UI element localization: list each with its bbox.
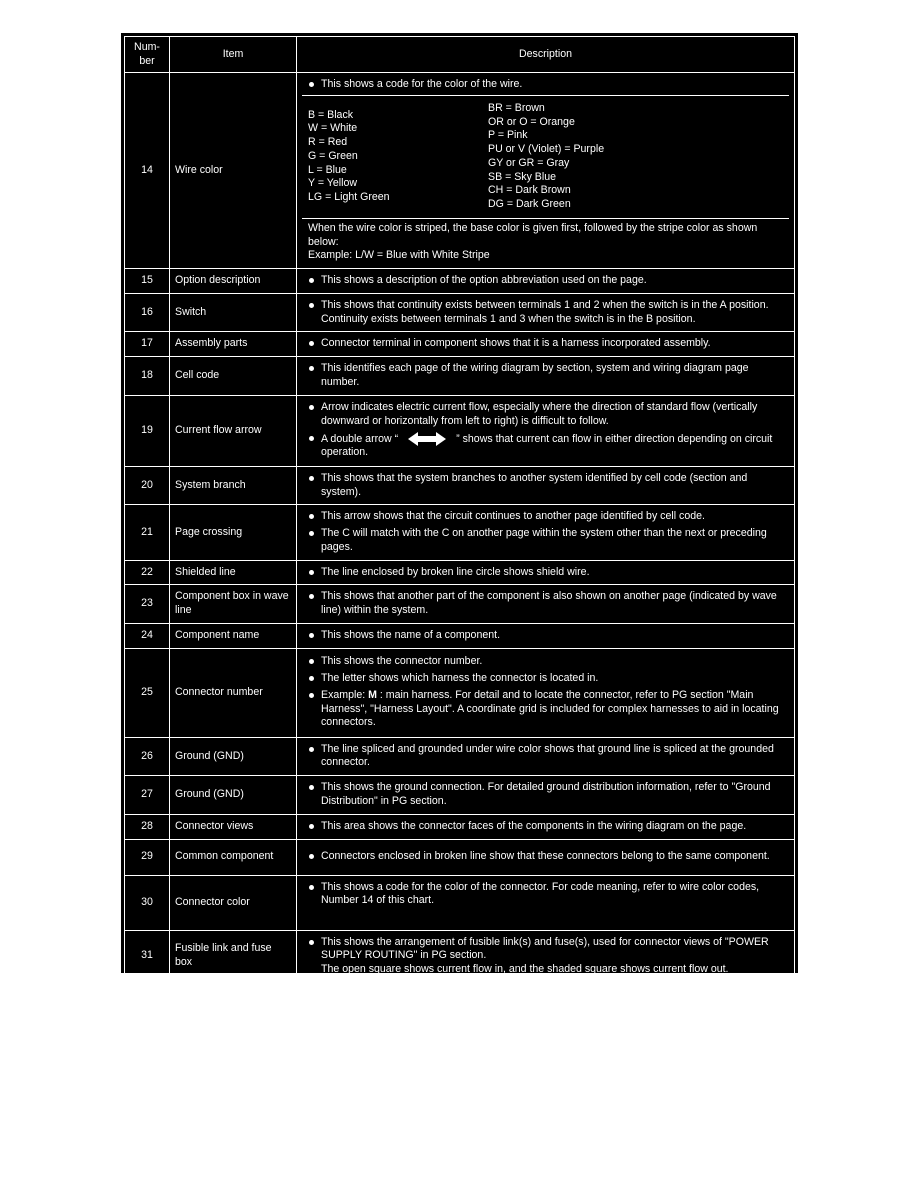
row-item: Current flow arrow: [170, 395, 297, 466]
color-code: SB = Sky Blue: [488, 170, 557, 183]
row-description: [297, 737, 795, 776]
row-item: Option description: [170, 269, 297, 294]
row-number: 19: [125, 395, 170, 466]
bullet-extra: The open square shows current flow in, and the shaded square shows current flow out.: [321, 963, 729, 976]
row-item: Component box in wave line: [170, 585, 297, 624]
row-number: 24: [125, 623, 170, 648]
table-row: [125, 839, 795, 875]
row-description: [297, 930, 795, 982]
header-number: Num- ber: [125, 37, 170, 73]
bullet-double-arrow: [308, 432, 783, 460]
table-row: [125, 293, 795, 332]
row-item: Connector views: [170, 814, 297, 839]
double-arrow-icon: [408, 432, 446, 446]
row-number: 29: [125, 839, 170, 875]
row-item: Assembly parts: [170, 332, 297, 357]
row-description: [297, 73, 795, 269]
example-harness-letter: M: [368, 688, 377, 701]
table-row: [125, 875, 795, 930]
arrow-text-after: ” shows that current can flow in either direction depending on circuit operation.: [321, 432, 773, 459]
table-row: [125, 585, 795, 624]
row-item: Component name: [170, 623, 297, 648]
color-code: PU or V (Violet) = Purple: [488, 143, 605, 156]
bullet-text: This shows the ground connection. For detailed ground distribution information, refer to "Ground Distribution" in PG section.: [308, 781, 783, 809]
table-row: [125, 814, 795, 839]
color-code: L = Blue: [308, 163, 347, 176]
bullet-text: This shows that continuity exists between terminals 1 and 2 when the switch is in the A position. Continuity exists between terminals 1 and 3 when the switch is in the B position.: [308, 299, 783, 327]
color-code: G = Green: [308, 149, 358, 162]
bullet-text: This identifies each page of the wiring diagram by section, system and wiring diagram page number.: [308, 362, 783, 390]
row-description: [297, 648, 795, 737]
row-item: Ground (GND): [170, 776, 297, 815]
row-number: 20: [125, 466, 170, 505]
row-number: 25: [125, 648, 170, 737]
color-code-list: [302, 95, 789, 219]
color-code: OR or O = Orange: [488, 115, 575, 128]
color-codes-left: [308, 109, 488, 205]
header-description: Description: [297, 37, 795, 73]
bullet-text: This shows that the system branches to another system identified by cell code (section and system).: [308, 472, 783, 500]
table-row: [125, 982, 795, 1021]
row-item: Wire color: [170, 73, 297, 269]
row-number: 22: [125, 560, 170, 585]
row-number: 30: [125, 875, 170, 930]
row-description: [297, 875, 795, 930]
bullet-text: This area shows the connector faces of the components in the wiring diagram on the page.: [308, 820, 783, 834]
bullet-text: The C will match with the C on another page within the system other than the next or preceding pages.: [308, 527, 783, 555]
row-item: Shielded line: [170, 560, 297, 585]
row-item: Connector number: [170, 648, 297, 737]
row-number: 17: [125, 332, 170, 357]
row-number: 18: [125, 357, 170, 396]
striped-note-text: When the wire color is striped, the base color is given first, followed by the stripe color as shown below:: [308, 221, 758, 248]
row-description: [297, 505, 795, 560]
row-item: System branch: [170, 466, 297, 505]
row-item: Ground (GND): [170, 737, 297, 776]
row-number: 32: [125, 982, 170, 1021]
bullet-text: This shows the connector number.: [308, 655, 783, 669]
color-code: LG = Light Green: [308, 191, 390, 204]
color-code: Y = Yellow: [308, 177, 357, 190]
row-description: [297, 585, 795, 624]
arrow-text-before: A double arrow “: [321, 432, 399, 445]
row-description: [297, 293, 795, 332]
spec-table-frame: [121, 33, 798, 1014]
row-item: Reference area: [170, 982, 297, 1021]
example-prefix: Example:: [321, 688, 369, 701]
row-item: Common component: [170, 839, 297, 875]
bullet-text: This shows a code for the color of the wire.: [308, 78, 783, 92]
bullet-text: This arrow shows that the circuit continues to another page identified by cell code.: [308, 510, 783, 524]
bullet-text: This shows that another part of the component is also shown on another page (indicated by wave line) within the system.: [308, 590, 783, 618]
row-description: [297, 839, 795, 875]
row-item: Page crossing: [170, 505, 297, 560]
row-number: 14: [125, 73, 170, 269]
row-description: [297, 332, 795, 357]
row-number: 31: [125, 930, 170, 982]
bullet-text: This shows that more information on the Super Multiple Junction (SMJ) and Joint Connectors (J/C) exists on the PG section. Refer to "Reference Area" for details.: [308, 988, 783, 1016]
bullet-text: Arrow indicates electric current flow, especially where the direction of standard flow (vertically downward or horizontally from left to right) is difficult to follow.: [308, 401, 783, 429]
striped-note: [302, 219, 789, 266]
bullet-text: The line spliced and grounded under wire color shows that ground line is spliced at the grounded connector.: [308, 743, 783, 771]
row-description: [297, 623, 795, 648]
table-row: [125, 395, 795, 466]
color-code: B = Black: [308, 108, 354, 121]
table-row: [125, 648, 795, 737]
table-row: [125, 73, 795, 269]
row-item: Fusible link and fuse box: [170, 930, 297, 982]
row-description: [297, 982, 795, 1021]
bullet-example: [308, 689, 783, 730]
table-header: [125, 37, 795, 73]
bullet-text: [308, 936, 783, 977]
bullet-text: Connector terminal in component shows that it is a harness incorporated assembly.: [308, 337, 783, 351]
table-row: [125, 466, 795, 505]
table-row: [125, 776, 795, 815]
color-code: CH = Dark Brown: [488, 184, 571, 197]
row-description: [297, 357, 795, 396]
table-row: [125, 357, 795, 396]
row-number: 28: [125, 814, 170, 839]
bullet-text: The letter shows which harness the connector is located in.: [308, 672, 783, 686]
row-number: 26: [125, 737, 170, 776]
color-code: R = Red: [308, 136, 348, 149]
row-description: [297, 560, 795, 585]
row-number: 23: [125, 585, 170, 624]
table-row: [125, 332, 795, 357]
color-code: BR = Brown: [488, 101, 545, 114]
row-description: [297, 814, 795, 839]
row-description: [297, 269, 795, 294]
bullet-text: The line enclosed by broken line circle shows shield wire.: [308, 566, 783, 580]
bullet-text: Connectors enclosed in broken line show that these connectors belong to the same component.: [308, 850, 783, 864]
color-code: W = White: [308, 122, 358, 135]
color-codes-right: [488, 102, 783, 212]
table-row: [125, 623, 795, 648]
table-row: [125, 737, 795, 776]
color-code: GY or GR = Gray: [488, 156, 570, 169]
row-number: 16: [125, 293, 170, 332]
example-text: : main harness. For detail and to locate the connector, refer to PG section "Main Harness", "Harness Layout". A coordinate grid is included for complex harnesses to aid in locating connectors.: [321, 688, 779, 729]
wiring-legend-table: [124, 36, 795, 1021]
bullet-main: This shows the arrangement of fusible link(s) and fuse(s), used for connector views of "POWER SUPPLY ROUTING" in PG section.: [321, 935, 769, 962]
row-number: 27: [125, 776, 170, 815]
row-item: Connector color: [170, 875, 297, 930]
striped-example: Example: L/W = Blue with White Stripe: [308, 249, 490, 262]
table-row: [125, 269, 795, 294]
table-row: [125, 930, 795, 982]
table-row: [125, 505, 795, 560]
bullet-text: This shows a code for the color of the connector. For code meaning, refer to wire color codes, Number 14 of this chart.: [308, 881, 783, 909]
header-item: Item: [170, 37, 297, 73]
bullet-text: This shows the name of a component.: [308, 629, 783, 643]
table-row: [125, 560, 795, 585]
row-description: [297, 466, 795, 505]
color-code: DG = Dark Green: [488, 198, 571, 211]
row-description: [297, 776, 795, 815]
row-item: Switch: [170, 293, 297, 332]
row-number: 21: [125, 505, 170, 560]
row-number: 15: [125, 269, 170, 294]
row-item: Cell code: [170, 357, 297, 396]
row-description: [297, 395, 795, 466]
color-code: P = Pink: [488, 129, 528, 142]
bullet-text: This shows a description of the option abbreviation used on the page.: [308, 274, 783, 288]
